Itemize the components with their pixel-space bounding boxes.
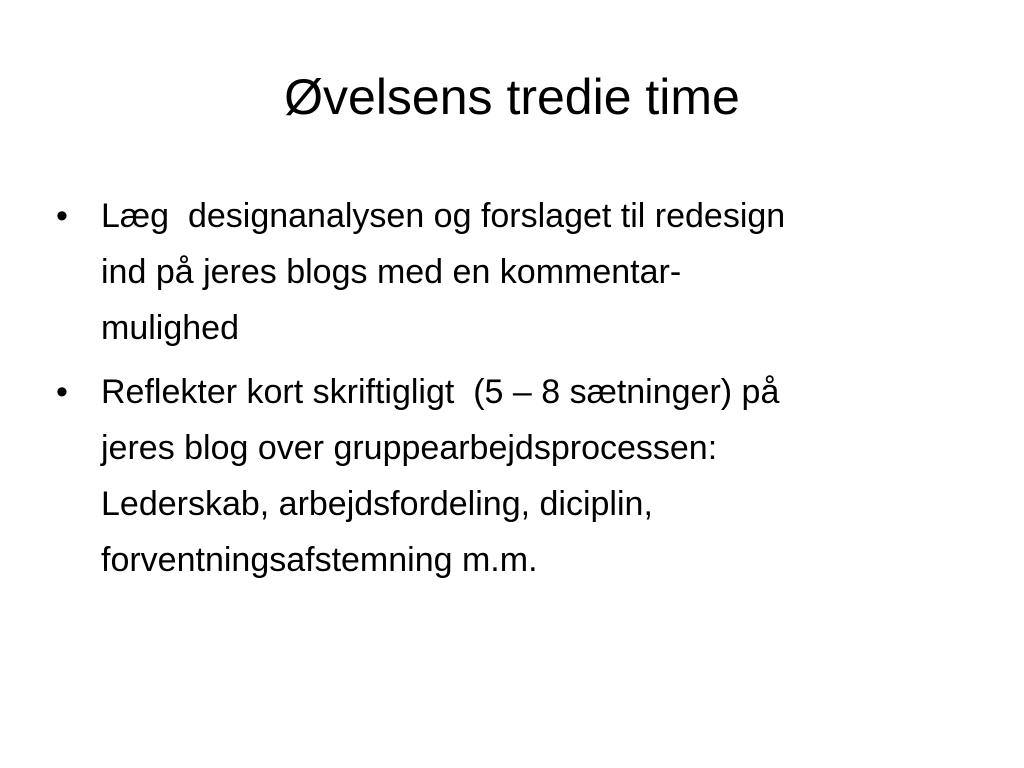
bullet-text: Reflekter kort skriftigligt (5 – 8 sætninger) på jeres blog over gruppearbejdsprocessen: Lederskab, arbejdsfordeling, diciplin, forventningsafstemning m.m. [101,373,780,579]
bullet-text: Læg designanalysen og forslaget til redesign ind på jeres blogs med en kommentar- mulighed [101,197,786,347]
bullet-item [56,364,976,588]
slide-title: Øvelsens tredie time [284,69,740,125]
bullet-icon: • [56,197,68,235]
bullet-icon: • [56,373,68,411]
bullet-list [56,188,976,596]
bullet-item [56,188,976,356]
